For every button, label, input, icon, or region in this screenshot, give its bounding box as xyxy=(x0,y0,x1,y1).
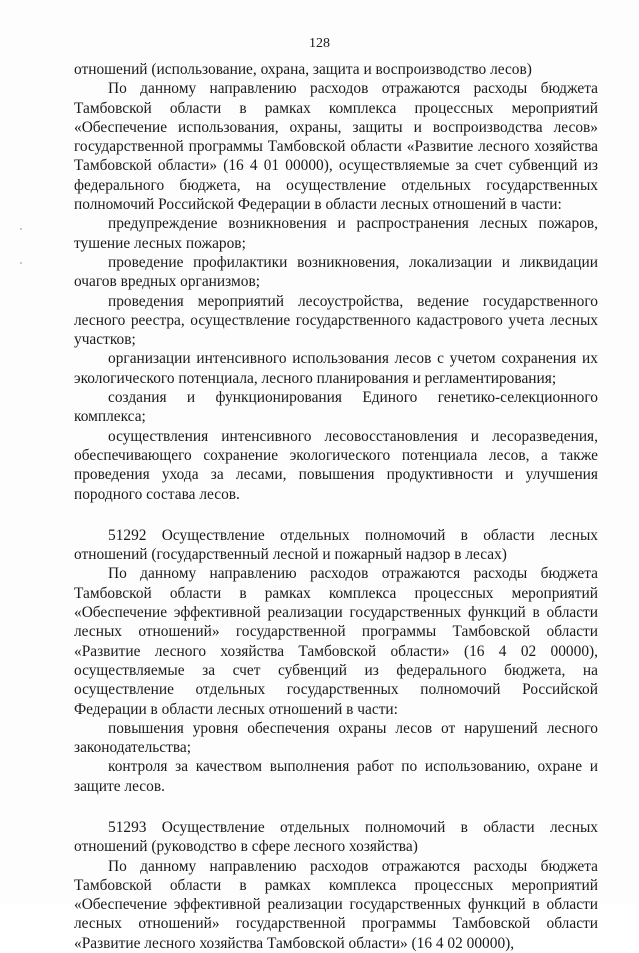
section-2-heading: 51292 Осуществление отдельных полномочий в области лесных отношений (государственный лесной и пожарный надзор в лесах) xyxy=(74,526,598,564)
section-1-intro: По данному направлению расходов отражаются расходы бюджета Тамбовской области в рамках комплекса процессных мероприятий «Обеспечение использования, охраны, защиты и воспроизводства лесов» государственной программы Тамбовской области «Развитие лесного хозяйства Тамбовской области» (16 4 01 00000), осуществляемые за счет субвенций из федерального бюджета, на осуществление отдельных государственных полномочий Российской Федерации в области лесных отношений в части: xyxy=(74,80,598,214)
section-2-item: контроля за качеством выполнения работ по использованию, охране и защите лесов. xyxy=(74,758,598,795)
page-number: 128 xyxy=(309,36,330,51)
section-3-intro: По данному направлению расходов отражаются расходы бюджета Тамбовской области в рамках комплекса процессных мероприятий «Обеспечение эффективной реализации государственных функций в области лесных отношений» государственной программы Тамбовской области «Развитие лесного хозяйства Тамбовской области» (16 4 02 00000), xyxy=(74,857,598,952)
section-1-item: проведения мероприятий лесоустройства, ведение государственного лесного реестра, осуществление государственного кадастрового учета лесных участков; xyxy=(74,292,598,349)
scan-speck xyxy=(20,262,22,264)
continuation-line: отношений (использование, охрана, защита и воспроизводство лесов) xyxy=(74,61,532,78)
section-2-item: повышения уровня обеспечения охраны лесов от нарушений лесного законодательства; xyxy=(74,719,598,757)
section-3-heading: 51293 Осуществление отдельных полномочий в области лесных отношений (руководство в сфере лесного хозяйства) xyxy=(74,818,598,856)
section-1-item: осуществления интенсивного лесовосстановления и лесоразведения, обеспечивающего сохранение экологического потенциала лесов, а также проведения ухода за лесами, повышения продуктивности и улучшения породного состава лесов. xyxy=(74,427,598,503)
section-1-item: создания и функционирования Единого генетико-селекционного комплекса; xyxy=(74,389,598,426)
section-1-item: предупреждение возникновения и распространения лесных пожаров, тушение лесных пожаров; xyxy=(74,215,598,252)
section-1-item: организации интенсивного использования лесов с учетом сохранения их экологического потенциала, лесного планирования и регламентирования; xyxy=(74,350,598,387)
scan-speck xyxy=(20,228,22,230)
document-body xyxy=(74,60,598,953)
section-1-item: проведение профилактики возникновения, локализации и ликвидации очагов вредных организмов; xyxy=(74,253,598,291)
section-2-intro: По данному направлению расходов отражаются расходы бюджета Тамбовской области в рамках комплекса процессных мероприятий «Обеспечение эффективной реализации государственных функций в области лесных отношений» государственной программы Тамбовской области «Развитие лесного хозяйства Тамбовской области» (16 4 02 00000), осуществляемые за счет субвенций из федерального бюджета, на осуществление отдельных государственных полномочий Российской Федерации в области лесных отношений в части: xyxy=(74,565,598,718)
